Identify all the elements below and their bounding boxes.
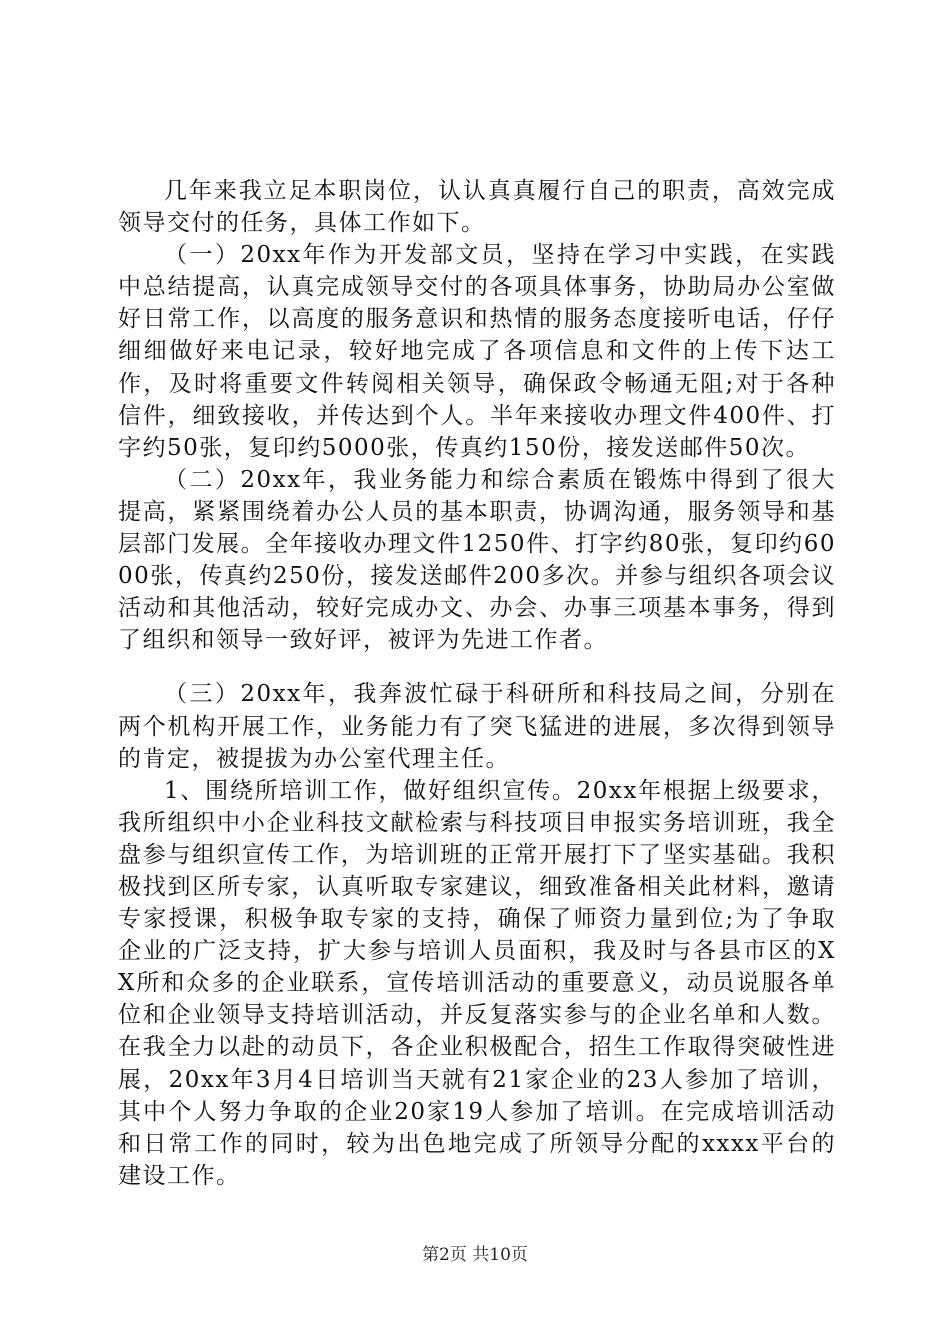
paragraph-section-2: （二）20xx年，我业务能力和综合素质在锻炼中得到了很大提高，紧紧围绕着办公人员的基本职责，协调沟通，服务领导和基层部门发展。全年接收办理文件1250件、打字约80张，复印约6000张，传真约250份，接发送邮件200多次。并参与组织各项会议活动和其他活动，较好完成办文、办会、办事三项基本事务，得到了组织和领导一致好评，被评为先进工作者。: [118, 466, 836, 654]
document-body: [118, 175, 836, 1192]
paragraph-section-3: （三）20xx年，我奔波忙碌于科研所和科技局之间，分别在两个机构开展工作，业务能力有了突飞猛进的进展，多次得到领导的肯定，被提拔为办公室代理主任。: [118, 681, 836, 772]
paragraph-section-1: （一）20xx年作为开发部文员，坚持在学习中实践，在实践中总结提高，认真完成领导交付的各项具体事务，协助局办公室做好日常工作，以高度的服务意识和热情的服务态度接听电话，仔仔细细做好来电记录，较好地完成了各项信息和文件的上传下达工作，及时将重要文件转阅相关领导，确保政令畅通无阻;对于各种信件，细致接收，并传达到个人。半年来接收办理文件400件、打字约50张，复印约5000张，传真约150份，接发送邮件50次。: [118, 242, 836, 461]
paragraph-item-1: 1、围绕所培训工作，做好组织宣传。20xx年根据上级要求，我所组织中小企业科技文献检索与科技项目申报实务培训班，我全盘参与组织宣传工作，为培训班的正常开展打下了坚实基础。我积极找到区所专家，认真听取专家建议，细致准备相关此材料，邀请专家授课，积极争取专家的支持，确保了师资力量到位;为了争取企业的广泛支持，扩大参与培训人员面积，我及时与各县市区的XX所和众多的企业联系，宣传培训活动的重要意义，动员说服各单位和企业领导支持培训活动，并反复落实参与的企业名单和人数。在我全力以赴的动员下，各企业积极配合，招生工作取得突破性进展，20xx年3月4日培训当天就有21家企业的23人参加了培训，其中个人努力争取的企业20家19人参加了培训。在完成培训活动和日常工作的同时，较为出色地完成了所领导分配的xxxx平台的建设工作。: [118, 777, 836, 1189]
paragraph-intro: 几年来我立足本职岗位，认认真真履行自己的职责，高效完成领导交付的任务，具体工作如下。: [118, 178, 836, 237]
page-number-footer: 第2页 共10页: [422, 1245, 528, 1265]
